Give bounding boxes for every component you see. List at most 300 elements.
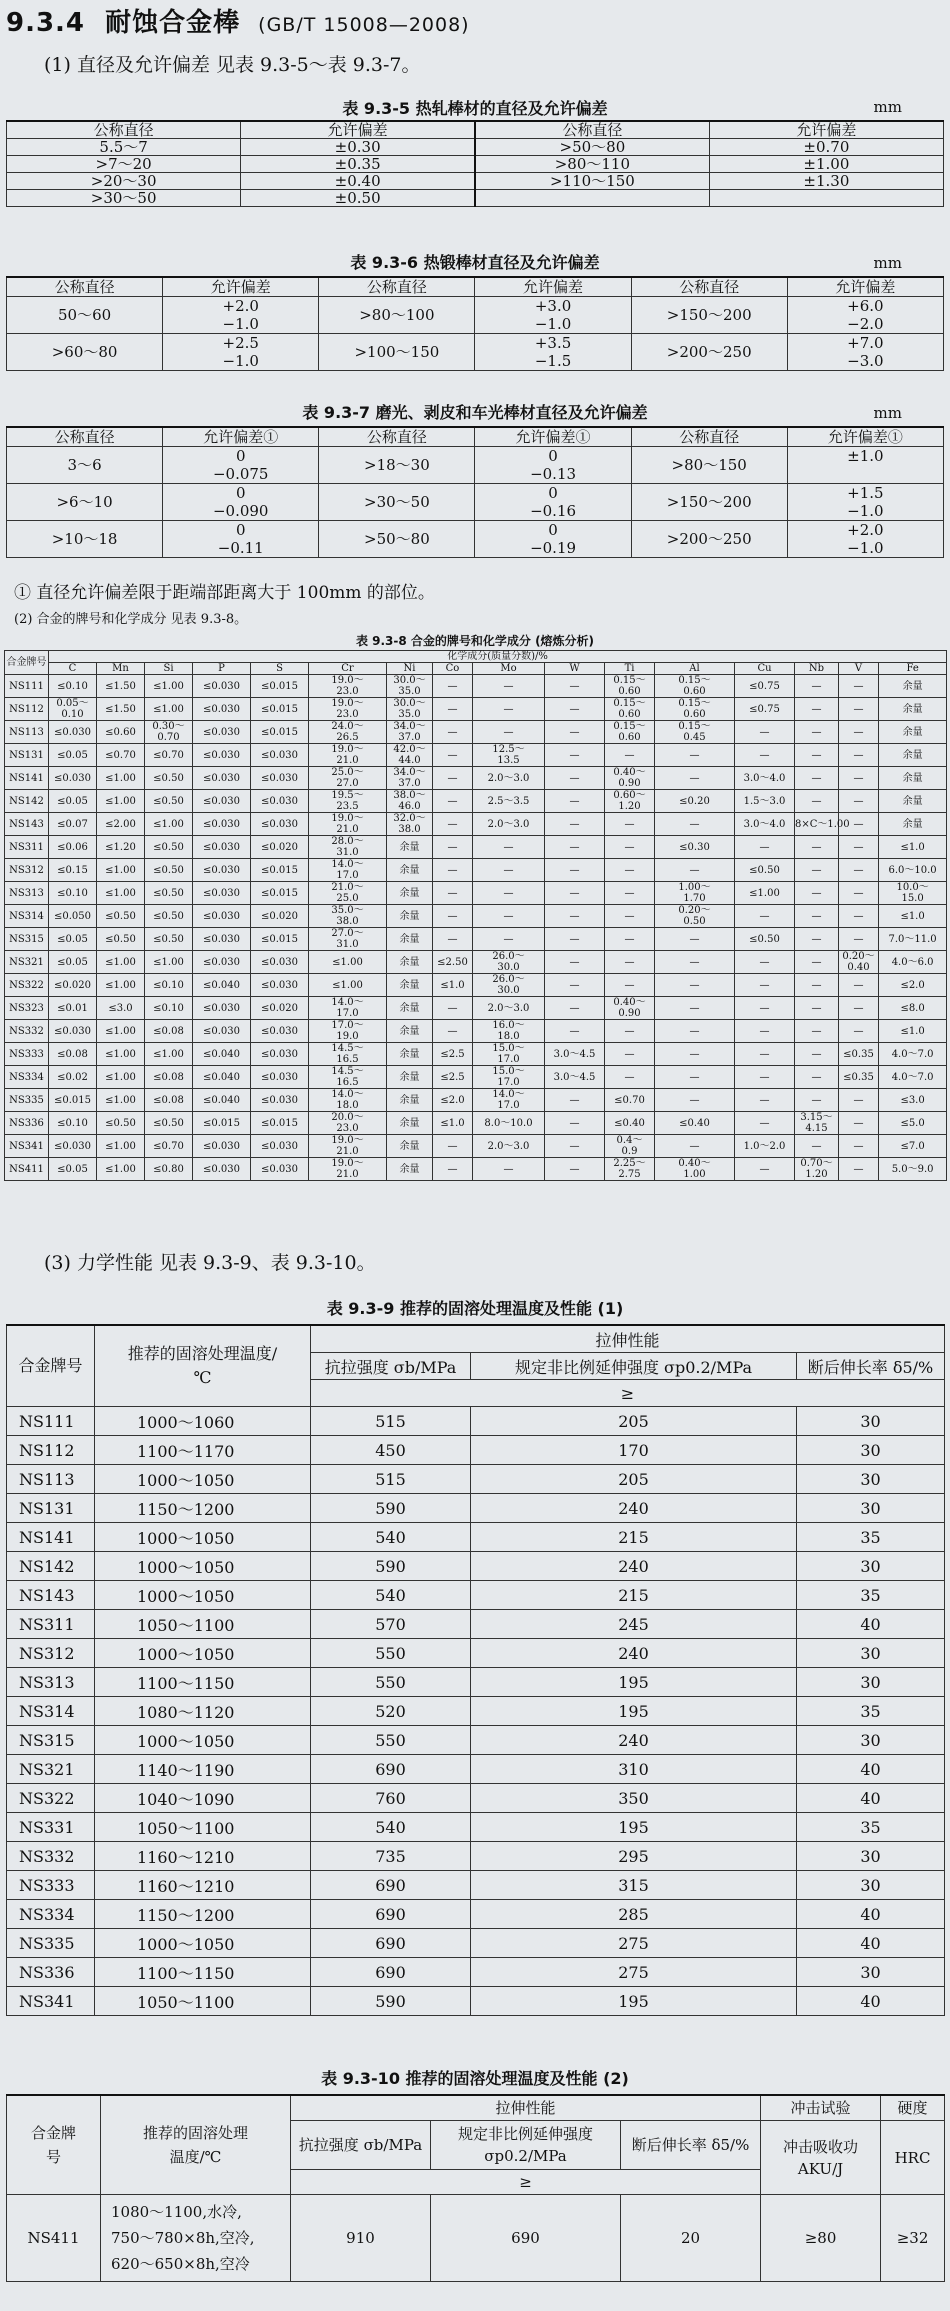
table-cell: NS312 bbox=[7, 1639, 95, 1668]
table-cell: 19.0～ 21.0 bbox=[309, 1158, 387, 1181]
table-cell: — bbox=[839, 1020, 879, 1043]
table-cell: — bbox=[795, 905, 839, 928]
table-cell: ≤0.05 bbox=[49, 1158, 97, 1181]
table-cell: ≤1.00 bbox=[97, 1020, 145, 1043]
table-cell: ≤0.030 bbox=[193, 997, 251, 1020]
table-cell: NS335 bbox=[5, 1089, 49, 1112]
table-cell: — bbox=[795, 721, 839, 744]
table-937-caption: 表 9.3-7 磨光、剥皮和车光棒材直径及允许偏差 bbox=[302, 403, 648, 422]
table-cell: >110～150 bbox=[475, 173, 709, 190]
table-cell: 195 bbox=[471, 1697, 797, 1726]
table-cell: 0.05～ 0.10 bbox=[49, 698, 97, 721]
table-cell: 38.0～ 46.0 bbox=[387, 790, 433, 813]
table-row bbox=[5, 928, 947, 951]
tolerance: 0 −0.16 bbox=[475, 484, 631, 521]
table-cell: 1050～1100 bbox=[95, 1813, 311, 1842]
table-cell: 1140～1190 bbox=[95, 1755, 311, 1784]
table-row bbox=[7, 297, 944, 334]
table-cell: — bbox=[433, 675, 473, 698]
table-cell: ≤0.60 bbox=[97, 721, 145, 744]
table-cell: NS313 bbox=[5, 882, 49, 905]
table-cell: — bbox=[839, 1089, 879, 1112]
table-row bbox=[7, 1407, 945, 1436]
table-cell: ≤0.20 bbox=[655, 790, 735, 813]
table-cell: ≤0.030 bbox=[193, 836, 251, 859]
table-cell: — bbox=[655, 813, 735, 836]
table-939 bbox=[6, 1324, 945, 2016]
column-header: 允许偏差 bbox=[475, 277, 631, 297]
column-header: Mn bbox=[97, 663, 145, 675]
paragraph-2: (2) 合金的牌号和化学成分 见表 9.3-8。 bbox=[14, 612, 248, 627]
table-cell: 20 bbox=[621, 2195, 761, 2282]
table-cell: 余量 bbox=[387, 951, 433, 974]
table-cell: 4.0～7.0 bbox=[879, 1043, 947, 1066]
column-header: Al bbox=[655, 663, 735, 675]
table-row bbox=[5, 951, 947, 974]
table-cell: 余量 bbox=[387, 1043, 433, 1066]
table-row bbox=[5, 836, 947, 859]
table-cell: 590 bbox=[311, 1552, 471, 1581]
table-cell: NS312 bbox=[5, 859, 49, 882]
table-cell: — bbox=[545, 721, 605, 744]
table-cell: — bbox=[545, 997, 605, 1020]
table-cell: — bbox=[655, 1135, 735, 1158]
table-row bbox=[7, 484, 944, 521]
table-cell: 0.30～ 0.70 bbox=[145, 721, 193, 744]
table-cell: 1100～1150 bbox=[95, 1668, 311, 1697]
table-cell: 26.0～ 30.0 bbox=[473, 951, 545, 974]
table-cell: NS113 bbox=[5, 721, 49, 744]
table-cell: ≤0.40 bbox=[605, 1112, 655, 1135]
table-cell: NS321 bbox=[5, 951, 49, 974]
section-standard: (GB/T 15008—2008) bbox=[258, 14, 470, 36]
table-cell: ≥80 bbox=[761, 2195, 881, 2282]
table-cell: ≤0.030 bbox=[49, 767, 97, 790]
table-cell: 0.15～ 0.60 bbox=[655, 675, 735, 698]
table-cell: — bbox=[433, 767, 473, 790]
table-row bbox=[5, 882, 947, 905]
table-cell: — bbox=[473, 675, 545, 698]
table-cell: 6.0～10.0 bbox=[879, 859, 947, 882]
table-cell: 19.0～ 23.0 bbox=[309, 698, 387, 721]
table-row bbox=[5, 1112, 947, 1135]
table-cell: NS335 bbox=[7, 1929, 95, 1958]
table-cell: 550 bbox=[311, 1726, 471, 1755]
table-row bbox=[7, 1494, 945, 1523]
table-cell: ≤0.01 bbox=[49, 997, 97, 1020]
table-cell: ≤0.50 bbox=[735, 859, 795, 882]
table-cell: NS142 bbox=[7, 1552, 95, 1581]
table-cell: 40 bbox=[797, 1784, 945, 1813]
column-header: V bbox=[839, 663, 879, 675]
table-row bbox=[7, 1813, 945, 1842]
table-cell: 40 bbox=[797, 1987, 945, 2016]
table-cell: ≤0.50 bbox=[97, 928, 145, 951]
table-cell: ≤0.020 bbox=[251, 836, 309, 859]
table-cell: ≤0.02 bbox=[49, 1066, 97, 1089]
table-row bbox=[7, 156, 944, 173]
table-cell: 590 bbox=[311, 1987, 471, 2016]
table-cell: ≤0.030 bbox=[251, 1020, 309, 1043]
table-cell: ≤0.030 bbox=[193, 905, 251, 928]
tolerance: +7.0 −3.0 bbox=[787, 334, 943, 371]
table-cell: 2.0～3.0 bbox=[473, 997, 545, 1020]
table-row bbox=[5, 790, 947, 813]
tolerance: +2.0 −1.0 bbox=[163, 297, 319, 334]
table-cell: NS323 bbox=[5, 997, 49, 1020]
column-header: Si bbox=[145, 663, 193, 675]
column-header: 冲击吸收功 AKU/J bbox=[761, 2121, 881, 2195]
table-cell: ≤1.00 bbox=[97, 767, 145, 790]
table-cell: NS311 bbox=[7, 1610, 95, 1639]
table-cell: 1160～1210 bbox=[95, 1871, 311, 1900]
table-cell: ≤0.030 bbox=[49, 1135, 97, 1158]
table-row bbox=[5, 1158, 947, 1181]
table-row bbox=[7, 1436, 945, 1465]
table-cell: ≤2.50 bbox=[433, 951, 473, 974]
nominal-diameter: >150～200 bbox=[631, 484, 787, 521]
table-937-footnote: ① 直径允许偏差限于距端部距离大于 100mm 的部位。 bbox=[14, 583, 435, 603]
table-cell: ≤0.08 bbox=[145, 1066, 193, 1089]
table-cell: 余量 bbox=[387, 928, 433, 951]
table-cell: ≤0.70 bbox=[145, 744, 193, 767]
table-cell: — bbox=[433, 1020, 473, 1043]
table-cell: — bbox=[839, 836, 879, 859]
table-cell: — bbox=[655, 928, 735, 951]
table-cell: — bbox=[473, 698, 545, 721]
column-header: 公称直径 bbox=[319, 427, 475, 447]
table-cell: ±0.40 bbox=[241, 173, 475, 190]
table-cell: — bbox=[545, 1158, 605, 1181]
tolerance: +6.0 −2.0 bbox=[787, 297, 943, 334]
table-cell: 690 bbox=[311, 1871, 471, 1900]
column-header: Ti bbox=[605, 663, 655, 675]
table-cell: 7.0～11.0 bbox=[879, 928, 947, 951]
table-cell: — bbox=[839, 859, 879, 882]
table-cell: — bbox=[735, 1020, 795, 1043]
table-cell: ≤0.030 bbox=[251, 1158, 309, 1181]
table-cell: NS141 bbox=[5, 767, 49, 790]
column-header: Co bbox=[433, 663, 473, 675]
table-cell: ±0.70 bbox=[709, 139, 943, 156]
table-cell: ≤1.00 bbox=[97, 1089, 145, 1112]
table-9310 bbox=[6, 2094, 945, 2282]
table-cell: — bbox=[655, 974, 735, 997]
table-cell: 余量 bbox=[387, 974, 433, 997]
section-title bbox=[6, 2, 470, 39]
table-cell: — bbox=[795, 698, 839, 721]
table-cell: ≤1.0 bbox=[433, 974, 473, 997]
table-cell: — bbox=[605, 836, 655, 859]
table-cell: — bbox=[795, 1020, 839, 1043]
table-cell: 19.0～ 21.0 bbox=[309, 813, 387, 836]
table-cell: 3.0～4.0 bbox=[735, 767, 795, 790]
table-cell: 40 bbox=[797, 1929, 945, 1958]
table-cell: ≤0.030 bbox=[251, 974, 309, 997]
table-cell: 195 bbox=[471, 1668, 797, 1697]
table-cell: ≤1.0 bbox=[879, 1020, 947, 1043]
nominal-diameter: 3～6 bbox=[7, 447, 163, 484]
table-cell: 240 bbox=[471, 1639, 797, 1668]
table-cell: 240 bbox=[471, 1552, 797, 1581]
table-cell: — bbox=[433, 744, 473, 767]
table-row bbox=[5, 1135, 947, 1158]
table-cell: 34.0～ 37.0 bbox=[387, 721, 433, 744]
table-cell: 245 bbox=[471, 1610, 797, 1639]
table-cell: ≤1.20 bbox=[97, 836, 145, 859]
table-cell: 余量 bbox=[879, 790, 947, 813]
table-cell: — bbox=[545, 744, 605, 767]
table-cell: ≤2.0 bbox=[879, 974, 947, 997]
table-cell: — bbox=[473, 836, 545, 859]
table-row bbox=[5, 767, 947, 790]
table-cell: 1050～1100 bbox=[95, 1610, 311, 1639]
column-header: Cu bbox=[735, 663, 795, 675]
column-header: 允许偏差 bbox=[787, 277, 943, 297]
table-cell: ±1.30 bbox=[709, 173, 943, 190]
table-cell: — bbox=[839, 997, 879, 1020]
table-cell: 40 bbox=[797, 1610, 945, 1639]
table-cell: — bbox=[545, 675, 605, 698]
table-cell: — bbox=[473, 859, 545, 882]
column-header: 公称直径 bbox=[475, 121, 709, 139]
nominal-diameter: >50～80 bbox=[319, 521, 475, 558]
table-cell: — bbox=[795, 767, 839, 790]
table-cell: ≤0.030 bbox=[193, 1135, 251, 1158]
table-935-unit: mm bbox=[873, 98, 902, 116]
table-cell: ≤1.50 bbox=[97, 698, 145, 721]
table-cell: 34.0～ 37.0 bbox=[387, 767, 433, 790]
table-row bbox=[7, 1581, 945, 1610]
table-cell: — bbox=[839, 905, 879, 928]
table-row bbox=[7, 1842, 945, 1871]
column-header: 合金牌号 bbox=[7, 1325, 95, 1407]
table-cell: 195 bbox=[471, 1987, 797, 2016]
table-cell: 550 bbox=[311, 1668, 471, 1697]
table-cell: ≤1.0 bbox=[433, 1112, 473, 1135]
table-cell: — bbox=[839, 744, 879, 767]
nominal-diameter: >80～100 bbox=[319, 297, 475, 334]
table-cell: ≤0.015 bbox=[251, 675, 309, 698]
table-936 bbox=[6, 276, 944, 371]
table-cell: — bbox=[605, 974, 655, 997]
table-cell: 690 bbox=[311, 1958, 471, 1987]
tolerance: +2.0 −1.0 bbox=[787, 521, 943, 558]
table-cell: — bbox=[839, 790, 879, 813]
table-cell: ≤0.015 bbox=[49, 1089, 97, 1112]
table-cell: ≤0.030 bbox=[251, 1135, 309, 1158]
table-cell: ≤1.00 bbox=[145, 951, 193, 974]
tolerance: 0 −0.19 bbox=[475, 521, 631, 558]
table-cell: 余量 bbox=[387, 1020, 433, 1043]
table-cell: ≤0.08 bbox=[145, 1020, 193, 1043]
table-cell: ≤0.08 bbox=[145, 1089, 193, 1112]
table-row bbox=[5, 1043, 947, 1066]
table-cell: ≤1.00 bbox=[97, 1066, 145, 1089]
table-cell: ≤1.50 bbox=[97, 675, 145, 698]
table-cell: ≤0.50 bbox=[97, 905, 145, 928]
table-cell: 1000～1060 bbox=[95, 1407, 311, 1436]
table-cell: 余量 bbox=[387, 836, 433, 859]
paragraph-3: (3) 力学性能 见表 9.3-9、表 9.3-10。 bbox=[44, 1252, 376, 1274]
table-cell: ≤0.015 bbox=[251, 1112, 309, 1135]
table-cell: NS314 bbox=[7, 1697, 95, 1726]
table-row bbox=[7, 334, 944, 371]
table-cell: >30～50 bbox=[7, 190, 241, 207]
table-cell: 450 bbox=[311, 1436, 471, 1465]
table-cell: ≤0.030 bbox=[251, 1043, 309, 1066]
table-cell: 3.15～ 4.15 bbox=[795, 1112, 839, 1135]
group-header: 冲击试验 bbox=[761, 2095, 881, 2121]
table-cell: ≤0.030 bbox=[193, 882, 251, 905]
table-cell: 余量 bbox=[387, 1089, 433, 1112]
table-cell: 8×C～1.00 bbox=[795, 813, 839, 836]
table-cell: 余量 bbox=[879, 698, 947, 721]
table-cell: 240 bbox=[471, 1494, 797, 1523]
table-cell: ≤0.50 bbox=[145, 882, 193, 905]
table-cell: 余量 bbox=[387, 882, 433, 905]
table-cell: — bbox=[795, 1066, 839, 1089]
table-cell: ≤1.00 bbox=[97, 882, 145, 905]
table-cell: NS131 bbox=[5, 744, 49, 767]
table-cell: ≤0.50 bbox=[145, 767, 193, 790]
nominal-diameter: 50～60 bbox=[7, 297, 163, 334]
table-cell: 0.40～ 0.90 bbox=[605, 997, 655, 1020]
group-header: 拉伸性能 bbox=[291, 2095, 761, 2121]
column-header: 公称直径 bbox=[631, 277, 787, 297]
column-header: Ni bbox=[387, 663, 433, 675]
table-row bbox=[5, 859, 947, 882]
table-cell: ≤1.00 bbox=[735, 882, 795, 905]
table-cell: 30 bbox=[797, 1871, 945, 1900]
table-cell: ≤2.00 bbox=[97, 813, 145, 836]
table-cell: ±0.30 bbox=[241, 139, 475, 156]
table-cell: >50～80 bbox=[475, 139, 709, 156]
table-cell: 40 bbox=[797, 1900, 945, 1929]
table-cell: 690 bbox=[311, 1929, 471, 1958]
table-cell: — bbox=[795, 951, 839, 974]
table-cell: ≤0.030 bbox=[251, 744, 309, 767]
table-cell: ≤0.030 bbox=[193, 744, 251, 767]
table-header-row bbox=[7, 121, 944, 139]
table-cell: NS322 bbox=[5, 974, 49, 997]
table-cell: 25.0～ 27.0 bbox=[309, 767, 387, 790]
table-cell: 30 bbox=[797, 1465, 945, 1494]
table-cell: 760 bbox=[311, 1784, 471, 1813]
table-cell: — bbox=[605, 1043, 655, 1066]
table-cell: — bbox=[795, 882, 839, 905]
group-header: 化学成分(质量分数)/% bbox=[49, 651, 947, 663]
table-cell: NS341 bbox=[5, 1135, 49, 1158]
table-cell: ≤1.00 bbox=[97, 859, 145, 882]
column-header: 允许偏差① bbox=[787, 427, 943, 447]
column-header: 断后伸长率 δ5/% bbox=[621, 2121, 761, 2170]
column-header: 推荐的固溶处理温度/℃ bbox=[95, 1325, 311, 1407]
table-cell: 275 bbox=[471, 1958, 797, 1987]
table-cell: 14.0～ 17.0 bbox=[309, 859, 387, 882]
table-cell: 16.0～ 18.0 bbox=[473, 1020, 545, 1043]
tolerance: ±1.0 bbox=[787, 447, 943, 484]
table-cell: 3.0～4.5 bbox=[545, 1066, 605, 1089]
table-cell: ≤0.015 bbox=[251, 882, 309, 905]
table-cell: — bbox=[655, 1020, 735, 1043]
nominal-diameter: >18～30 bbox=[319, 447, 475, 484]
table-cell: — bbox=[473, 882, 545, 905]
table-cell: — bbox=[735, 974, 795, 997]
table-cell: ≤1.00 bbox=[145, 813, 193, 836]
table-cell: NS311 bbox=[5, 836, 49, 859]
column-header: 抗拉强度 σb/MPa bbox=[291, 2121, 431, 2170]
table-cell: 35 bbox=[797, 1581, 945, 1610]
table-cell: 350 bbox=[471, 1784, 797, 1813]
table-cell: 余量 bbox=[387, 1135, 433, 1158]
column-header: 规定非比例延伸强度 σp0.2/MPa bbox=[431, 2121, 621, 2170]
table-cell: NS142 bbox=[5, 790, 49, 813]
table-cell: — bbox=[473, 928, 545, 951]
table-cell: 26.0～ 30.0 bbox=[473, 974, 545, 997]
column-header: 公称直径 bbox=[319, 277, 475, 297]
column-header: Cr bbox=[309, 663, 387, 675]
minimum-marker: ≥ bbox=[311, 1380, 945, 1407]
table-row bbox=[7, 1871, 945, 1900]
table-cell: NS334 bbox=[7, 1900, 95, 1929]
table-row bbox=[5, 905, 947, 928]
table-cell: — bbox=[545, 951, 605, 974]
table-cell: NS112 bbox=[7, 1436, 95, 1465]
table-cell: — bbox=[473, 905, 545, 928]
table-cell: — bbox=[545, 905, 605, 928]
table-cell: ≤0.70 bbox=[605, 1089, 655, 1112]
table-cell: ≤0.70 bbox=[145, 1135, 193, 1158]
table-row bbox=[7, 1610, 945, 1639]
table-cell: — bbox=[605, 859, 655, 882]
table-cell: — bbox=[735, 1066, 795, 1089]
table-cell: ≤1.00 bbox=[97, 974, 145, 997]
nominal-diameter: >200～250 bbox=[631, 521, 787, 558]
table-cell: ≤0.50 bbox=[145, 905, 193, 928]
treatment-temperature: 1080～1100,水冷, 750～780×8h,空冷, 620～650×8h,空冷 bbox=[101, 2195, 291, 2282]
table-row bbox=[7, 1784, 945, 1813]
table-cell: 1.00～ 1.70 bbox=[655, 882, 735, 905]
table-cell: — bbox=[433, 997, 473, 1020]
table-cell: 1150～1200 bbox=[95, 1494, 311, 1523]
table-cell: 285 bbox=[471, 1900, 797, 1929]
table-cell: 515 bbox=[311, 1465, 471, 1494]
table-cell: — bbox=[433, 882, 473, 905]
table-cell: — bbox=[433, 836, 473, 859]
table-cell: ≤1.00 bbox=[97, 790, 145, 813]
column-header: 合金牌号 bbox=[5, 651, 49, 675]
table-cell: 1080～1120 bbox=[95, 1697, 311, 1726]
table-cell: 2.0～3.0 bbox=[473, 813, 545, 836]
table-cell: 余量 bbox=[387, 1066, 433, 1089]
table-cell: 1.0～2.0 bbox=[735, 1135, 795, 1158]
table-row bbox=[5, 675, 947, 698]
table-cell: ≤0.40 bbox=[655, 1112, 735, 1135]
column-header: P bbox=[193, 663, 251, 675]
table-cell: 2.25～ 2.75 bbox=[605, 1158, 655, 1181]
table-cell: ≤1.00 bbox=[145, 1043, 193, 1066]
table-cell: 0.15～ 0.60 bbox=[655, 698, 735, 721]
table-cell: — bbox=[473, 1158, 545, 1181]
table-cell: 1000～1050 bbox=[95, 1523, 311, 1552]
table-cell: 520 bbox=[311, 1697, 471, 1726]
table-cell: NS143 bbox=[7, 1581, 95, 1610]
table-cell: 205 bbox=[471, 1465, 797, 1494]
table-cell: — bbox=[735, 1158, 795, 1181]
table-cell: 27.0～ 31.0 bbox=[309, 928, 387, 951]
table-cell: — bbox=[545, 767, 605, 790]
